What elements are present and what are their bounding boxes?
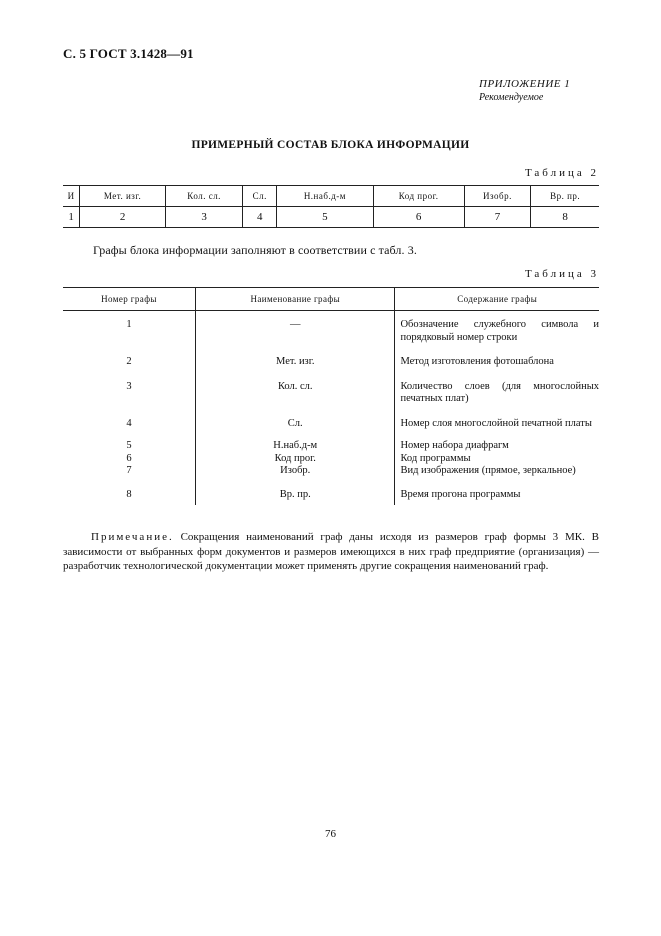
row-name: Сл. [196, 406, 395, 431]
table2-header-cell: Код прог. [373, 186, 464, 207]
table3 [63, 287, 599, 505]
row-content: Количество слоев (для многослойных печатных плат) [395, 369, 599, 406]
table3-caption: Таблица 3 [524, 268, 599, 280]
row-name: Мет. изг. [196, 344, 395, 369]
table2-header-cell: Кол. сл. [165, 186, 242, 207]
page-number: 76 [325, 828, 336, 840]
table-row [63, 453, 599, 466]
table2-value-cell: 6 [373, 207, 464, 228]
table-row [63, 311, 599, 345]
note-label: Примечание. [91, 531, 174, 543]
table2-header-cell: И [63, 186, 80, 207]
table3-header-cell: Содержание графы [395, 288, 599, 311]
table-row [63, 465, 599, 478]
body-paragraph: Графы блока информации заполняют в соответствии с табл. 3. [93, 243, 417, 257]
row-name: Код прог. [196, 453, 395, 466]
table-row [63, 369, 599, 406]
table3-header-cell: Номер графы [63, 288, 196, 311]
table2-header-cell: Сл. [243, 186, 277, 207]
table2-header-cell: Изобр. [464, 186, 531, 207]
row-content: Метод изготовления фотошаблона [395, 344, 599, 369]
table-row [63, 478, 599, 506]
row-content: Вид изображения (прямое, зеркальное) [395, 465, 599, 478]
row-name: Н.наб.д-м [196, 430, 395, 453]
row-content: Номер слоя многослойной печатной платы [395, 406, 599, 431]
row-number: 6 [126, 452, 132, 464]
table-row [63, 406, 599, 431]
row-number: 1 [126, 319, 132, 330]
table-row [63, 344, 599, 369]
table2-value-cell: 7 [464, 207, 531, 228]
row-content: Время прогона программы [395, 478, 599, 506]
table2-value-row [63, 207, 599, 228]
row-name: Изобр. [196, 465, 395, 478]
table3-header-cell: Наименование графы [196, 288, 395, 311]
row-number: 5 [126, 440, 132, 451]
table2-value-cell: 1 [63, 207, 80, 228]
table2 [63, 185, 599, 228]
table2-value-cell: 4 [243, 207, 277, 228]
appendix-status: Рекомендуемое [479, 92, 544, 103]
row-number: 7 [126, 465, 132, 476]
table2-caption: Таблица 2 [524, 167, 599, 179]
row-name: Вр. пр. [196, 478, 395, 506]
row-name: Кол. сл. [196, 369, 395, 406]
appendix-label: ПРИЛОЖЕНИЕ 1 [479, 78, 571, 90]
table2-header-cell: Н.наб.д-м [277, 186, 373, 207]
table3-header-row [63, 288, 599, 311]
table2-value-cell: 3 [165, 207, 242, 228]
row-content: Обозначение служебного символа и порядковый номер строки [395, 311, 599, 345]
note-text: Сокращения наименований граф даны исходя из размеров граф формы 3 МК. В зависимости от выбранных форм документов и размеров имеющихся в них граф предприятие (организация) — разработчик технологической документации может применять другие сокращения наименований граф. [63, 531, 599, 572]
table2-header-cell: Мет. изг. [80, 186, 166, 207]
row-number: 2 [126, 356, 132, 367]
table2-header-row [63, 186, 599, 207]
table2-header-cell: Вр. пр. [531, 186, 599, 207]
page-title: ПРИМЕРНЫЙ СОСТАВ БЛОКА ИНФОРМАЦИИ [191, 139, 470, 151]
appendix-block [479, 78, 599, 104]
note-paragraph [63, 530, 599, 574]
row-content: Номер набора диафрагм [395, 430, 599, 453]
row-number: 8 [126, 488, 132, 500]
row-number: 3 [126, 380, 132, 392]
table-row [63, 430, 599, 453]
document-header: С. 5 ГОСТ 3.1428—91 [63, 46, 194, 61]
table2-value-cell: 2 [80, 207, 166, 228]
row-name: — [196, 311, 395, 345]
table2-value-cell: 8 [531, 207, 599, 228]
table2-value-cell: 5 [277, 207, 373, 228]
row-number: 4 [126, 417, 132, 429]
row-content: Код программы [395, 453, 599, 466]
